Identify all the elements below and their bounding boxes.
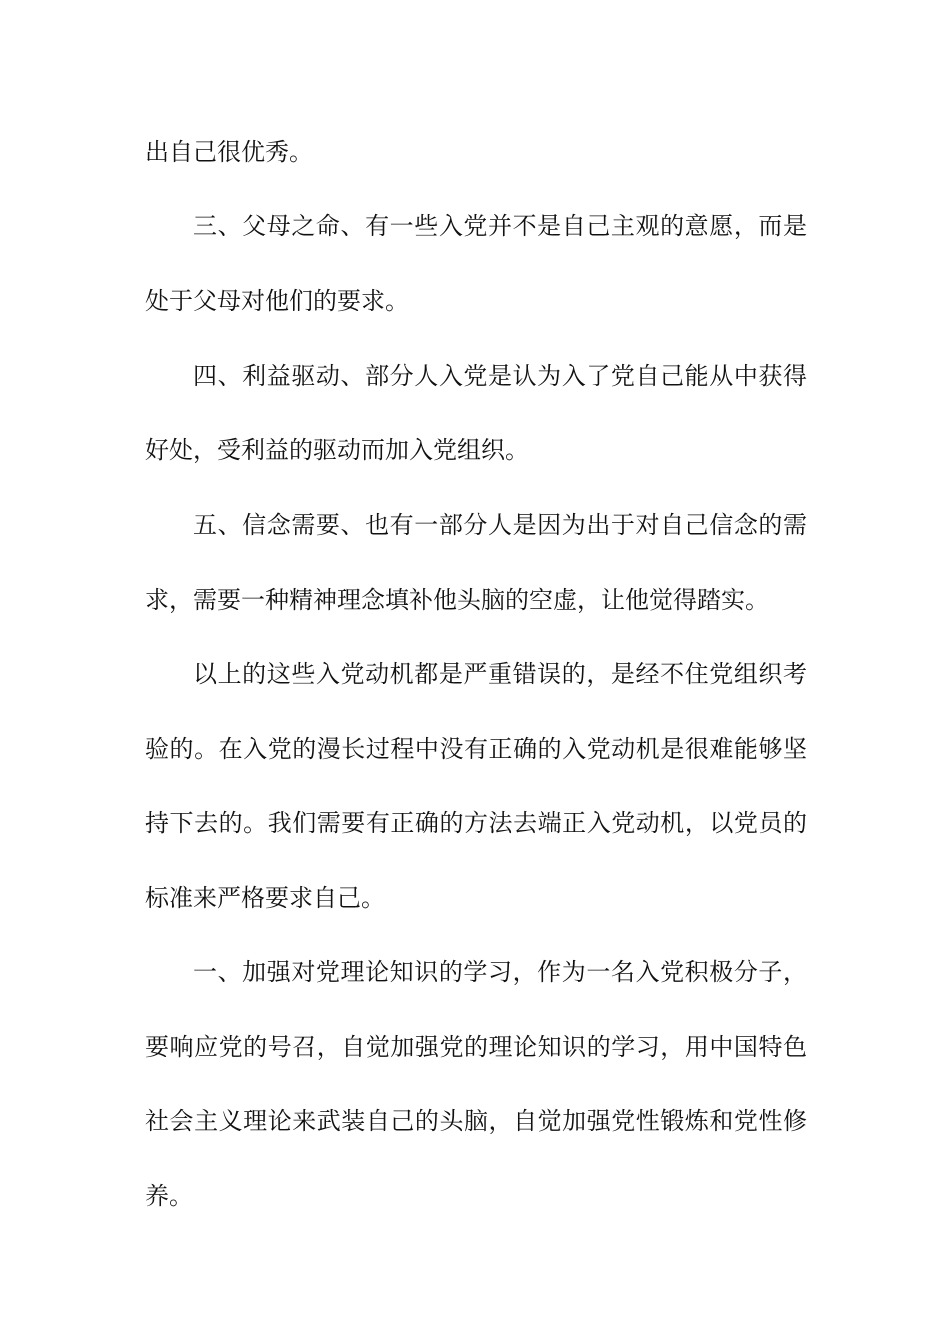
- text-line: 求，需要一种精神理念填补他头脑的空虚，让他觉得踏实。: [145, 586, 769, 614]
- text-line: 持下去的。我们需要有正确的方法去端正入党动机，以党员的: [145, 809, 807, 837]
- text-line: 社会主义理论来武装自己的头脑，自觉加强党性锻炼和党性修: [145, 1107, 807, 1135]
- text-line: 出自己很优秀。: [145, 138, 313, 166]
- text-line: 一、加强对党理论知识的学习，作为一名入党积极分子，: [193, 958, 807, 986]
- text-line: 五、信念需要、也有一部分人是因为出于对自己信念的需: [193, 511, 807, 539]
- text-line: 养。: [145, 1182, 193, 1210]
- text-line: 验的。在入党的漫长过程中没有正确的入党动机是很难能够坚: [145, 735, 807, 763]
- text-line: 要响应党的号召，自觉加强党的理论知识的学习，用中国特色: [145, 1033, 807, 1061]
- text-line: 好处，受利益的驱动而加入党组织。: [145, 436, 529, 464]
- text-line: 以上的这些入党动机都是严重错误的，是经不住党组织考: [193, 660, 807, 688]
- text-line: 三、父母之命、有一些入党并不是自己主观的意愿，而是: [193, 212, 807, 240]
- text-line: 标准来严格要求自己。: [145, 884, 385, 912]
- text-line: 处于父母对他们的要求。: [145, 287, 409, 315]
- text-line: 四、利益驱动、部分人入党是认为入了党自己能从中获得: [193, 362, 807, 390]
